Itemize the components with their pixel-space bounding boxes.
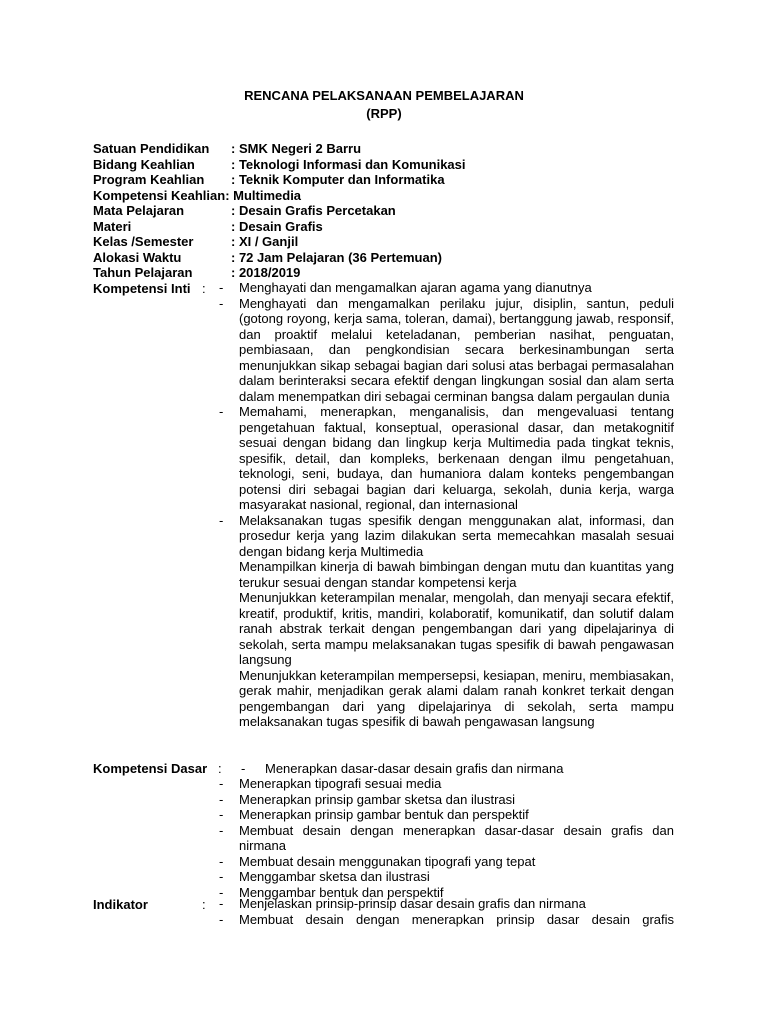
identity-value: : 2018/2019 — [231, 265, 301, 280]
list-item-text: Menunjukkan keterampilan mempersepsi, kesiapan, meniru, membiasakan, gerak mahir, menjadikan gerak alami dalam ranah konkret terkait dengan pengembangan dari yang dipelajarinya di sekolah, serta mampu melaksanakan tugas spesifik di bawah pengawasan langsung — [239, 667, 674, 729]
list-item — [219, 869, 674, 885]
kompetensi-inti-list — [219, 280, 674, 730]
identity-value: : Desain Grafis — [231, 218, 323, 234]
dash-marker: - — [219, 896, 224, 911]
kompetensi-inti-colon: : — [202, 281, 206, 296]
identity-value: : Teknologi Informasi dan Komunikasi — [231, 156, 466, 172]
list-item-text: Menggambar sketsa dan ilustrasi — [239, 869, 430, 884]
list-item — [219, 668, 674, 730]
identity-label: Tahun Pelajaran — [93, 265, 193, 280]
list-item — [219, 513, 674, 560]
identity-value: : 72 Jam Pelajaran (36 Pertemuan) — [231, 249, 442, 265]
list-item-text: Membuat desain menggunakan tipografi yang tepat — [239, 853, 536, 869]
identity-value: : Teknik Komputer dan Informatika — [231, 172, 445, 187]
indikator-label: Indikator — [93, 897, 148, 912]
list-item-text: Menghayati dan mengamalkan ajaran agama yang dianutnya — [239, 280, 592, 295]
dash-marker: - — [219, 404, 224, 419]
list-item — [219, 559, 674, 590]
list-item-text: Melaksanakan tugas spesifik dengan menggunakan alat, informasi, dan prosedur kerja yang lazim dilakukan serta memecahkan masalah sesuai dengan bidang kerja Multimedia — [239, 512, 674, 559]
list-item-text: Menerapkan prinsip gambar sketsa dan ilustrasi — [239, 791, 516, 807]
list-item — [219, 896, 674, 912]
list-item — [219, 792, 674, 808]
list-item-text: Menghayati dan mengamalkan perilaku jujur, disiplin, santun, peduli (gotong royong, kerja sama, toleran, damai), bertanggung jawab, responsif, dan proaktif melalui keteladanan, pemberian nasihat, penguatan, pembiasaan, dan pengkondisian secara berkesinambungan serta menunjukkan sikap sebagai bagian dari solusi atas berbagai permasalahan dalam berinteraksi secara efektif dengan lingkungan sosial dan alam serta dalam menempatkan diri sebagai cerminan bangsa dalam pergaulan dunia — [239, 295, 674, 404]
identity-label: Kelas /Semester — [93, 234, 194, 249]
list-item-text: Memahami, menerapkan, menganalisis, dan mengevaluasi tentang pengetahuan faktual, konseptual, operasional dasar, dan metakognitif sesuai dengan bidang dan lingkup kerja Multimedia pada tingkat teknis, spesifik, detail, dan kompleks, berkenaan dengan ilmu pengetahuan, teknologi, seni, budaya, dan humaniora dalam konteks pengembangan potensi diri sebagai bagian dari keluarga, sekolah, dunia kerja, warga masyarakat nasional, regional, dan internasional — [239, 404, 674, 512]
list-item-text: Menerapkan tipografi sesuai media — [239, 776, 442, 791]
dash-marker: - — [219, 791, 224, 807]
identity-label: Program Keahlian — [93, 172, 205, 187]
list-item-text: Membuat desain dengan menerapkan dasar-dasar desain grafis dan nirmana — [239, 822, 674, 853]
document-subtitle: (RPP) — [366, 106, 402, 121]
list-item-text: Menjelaskan prinsip-prinsip dasar desain grafis dan nirmana — [239, 896, 586, 911]
kompetensi-dasar-list — [219, 776, 674, 900]
dash-marker: - — [219, 776, 224, 791]
list-item-text: Menampilkan kinerja di bawah bimbingan dengan mutu dan kuantitas yang terukur sesuai dengan standar kompetensi kerja — [239, 559, 674, 590]
indikator-colon: : — [202, 897, 206, 912]
identity-label: Satuan Pendidikan — [93, 141, 210, 156]
identity-label: Bidang Keahlian — [93, 156, 195, 172]
dash-marker: - — [219, 512, 224, 528]
dash-marker: - — [219, 884, 224, 900]
dash-marker: - — [219, 853, 224, 869]
list-item — [219, 912, 674, 928]
dash-marker: - — [219, 280, 224, 295]
list-item — [219, 854, 674, 870]
kompetensi-dasar-colon: : — [218, 761, 222, 776]
identity-full-line: Kompetensi Keahlian: Multimedia — [93, 187, 302, 203]
list-item — [219, 590, 674, 668]
kompetensi-dasar-first-item: Menerapkan dasar-dasar desain grafis dan nirmana — [265, 761, 564, 776]
identity-value: : SMK Negeri 2 Barru — [231, 141, 362, 156]
document-title: RENCANA PELAKSANAAN PEMBELAJARAN — [244, 88, 524, 103]
identity-label: Alokasi Waktu — [93, 249, 182, 265]
identity-label: Materi — [93, 218, 132, 234]
dash-marker: - — [219, 807, 224, 822]
kompetensi-dasar-label: Kompetensi Dasar — [93, 761, 208, 776]
list-item — [219, 776, 674, 792]
dash-marker: - — [219, 911, 224, 927]
identity-value: : Desain Grafis Percetakan — [231, 203, 396, 218]
list-item-text: Membuat desain dengan menerapkan prinsip dasar desain grafis — [239, 911, 674, 927]
list-item-text: Menunjukkan keterampilan menalar, mengolah, dan menyaji secara efektif, kreatif, produktif, kritis, mandiri, kolaboratif, komunikatif, dan solutif dalam ranah abstrak terkait dengan pengembangan dari yang dipelajarinya di sekolah, serta mampu melaksanakan tugas spesifik di bawah pengawasan langsung — [239, 590, 674, 667]
list-item — [219, 823, 674, 854]
identity-value: : XI / Ganjil — [231, 234, 299, 249]
dash-marker: - — [219, 295, 224, 311]
indikator-list — [219, 896, 674, 927]
dash-marker: - — [219, 822, 224, 838]
list-item-text: Menerapkan prinsip gambar bentuk dan perspektif — [239, 807, 529, 822]
kompetensi-dasar-first-dash: - — [241, 761, 246, 776]
list-item — [219, 280, 674, 296]
list-item — [219, 296, 674, 405]
list-item — [219, 807, 674, 823]
list-item-text: Menggambar bentuk dan perspektif — [239, 884, 444, 900]
identity-label: Mata Pelajaran — [93, 203, 185, 218]
dash-marker: - — [219, 869, 224, 884]
list-item — [219, 404, 674, 513]
kompetensi-inti-label: Kompetensi Inti — [93, 281, 191, 296]
